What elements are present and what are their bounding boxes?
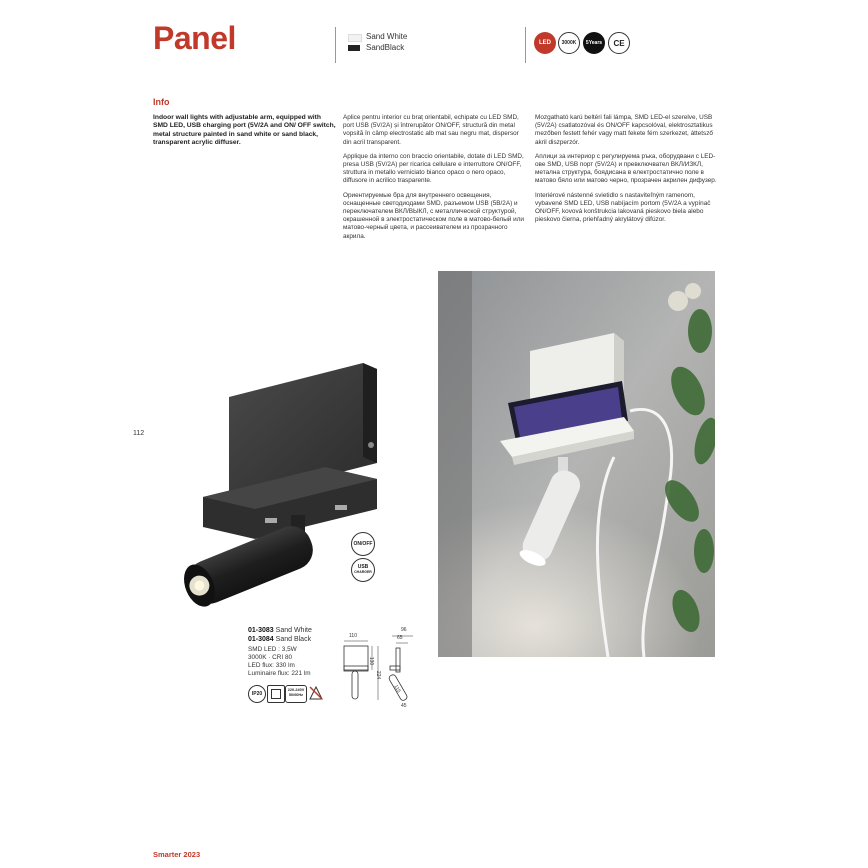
finish-label-black: SandBlack (366, 43, 405, 52)
page-title: Panel (153, 20, 236, 56)
description-sk: Interiérové nástenné svietidlo s nastaviteľným ramenom, vybavené SMD LED, USB nabíjacím portom (5V/2A a vypínač ON/OFF, kovová konštrukcia lakovaná pieskovo biela alebo pieskovo čierna, priehľadný akrylátový difúzor. (535, 191, 711, 224)
led-badge: LED (534, 32, 556, 54)
swatch-sand-white (348, 34, 362, 42)
warranty-badge: 5Years (583, 32, 605, 54)
header-divider-1 (335, 27, 336, 63)
product-finish-black: Sand Black (275, 636, 312, 643)
on-off-label: ON/OFF (353, 540, 373, 547)
product-image-black-lamp (165, 355, 385, 620)
product-photo-white-lamp (438, 271, 715, 657)
description-col-2 (343, 114, 529, 247)
description-en: Indoor wall lights with adjustable arm, equipped with SMD LED, USB charging port (5V/2A and ON/ OFF switch, metal structure painted in sand white or sand black, transparent acrylic diffuser. (153, 114, 336, 147)
ip20-icon: IP20 (248, 685, 266, 703)
swatch-sand-black (348, 45, 360, 51)
description-bg: Аплици за интериор с регулируема ръка, оборудвани с LED-ове SMD, USB порт (5V/2A) и превключвател ВКЛ/ИЗКЛ, метална структура, боядисана в електростатично поле в матово бяло или матово черно, прозрачен акрилен дифузер. (535, 152, 717, 185)
usb-charger-icon (351, 558, 375, 582)
voltage-line-1: 220-240V (287, 688, 305, 692)
dim-angle: 45 (401, 703, 407, 709)
spec-luminaire-flux: Luminaire flux: 221 lm (248, 670, 311, 677)
page-number: 112 (133, 430, 145, 437)
finish-label-white: Sand White (366, 32, 408, 41)
product-finish-white: Sand White (275, 627, 312, 634)
cct-badge: 3000K (558, 32, 580, 54)
usb-label: USB (357, 564, 369, 570)
spec-power: SMD LED : 3,5W (248, 646, 297, 653)
voltage-line-2: 50/60Hz (288, 693, 304, 697)
header-divider-2 (525, 27, 526, 63)
dim-height-plate: 130 (368, 656, 375, 666)
product-line-black (248, 635, 348, 644)
product-code-white: 01-3083 (248, 627, 274, 634)
ce-icon: CE (608, 32, 630, 54)
description-col-3 (535, 114, 720, 230)
footer-catalog-name: Smarter 2023 (153, 850, 201, 859)
description-it: Applique da interno con braccio orientabile, dotate di LED SMD, presa USB (5V/2A) per ricarica cellulare e interruttore ON/OFF, struttura in metallo verniciato bianco opaco o nero opaco, diffusore in acrilico trasparente. (343, 152, 524, 185)
product-specs (248, 626, 348, 678)
dim-arm-length: 115 (392, 684, 402, 694)
spec-cct-cri: 3000K · CRI 80 (248, 654, 293, 661)
charger-label: CHARGER (354, 570, 372, 574)
voltage-icon (285, 685, 307, 703)
description-hu: Mozgatható karú beltéri fali lámpa, SMD LED-el szerelve, USB (5V/2A) csatlatozóval és ON/OFF kapcsolóval, elektrosztatikus mezőben festett fehér vagy matt fekete fém szerkezet, áttetsző akril diszperzór. (535, 114, 713, 146)
no-dimming-icon (308, 685, 324, 701)
description-ru: Ориентируемые бра для внутреннего освещения, оснащенные светодиодами SMD, разъемом USB (5В/2А) и переключателем ВКЛ/ВЫКЛ, с металлической структурой, окрашенной в электростатическом поле в матово-белый или матово-черный цвета, и рассеивателем из прозрачного акрила. (343, 191, 524, 240)
dim-height-total: 224 (375, 670, 382, 680)
dim-width: 110 (349, 633, 357, 639)
on-off-switch-icon (351, 532, 375, 556)
dim-depth-plate: 65 (397, 635, 403, 641)
dim-depth-total: 96 (401, 627, 407, 633)
spec-led-flux: LED flux: 330 lm (248, 662, 295, 669)
no-dimming-symbol (308, 685, 324, 701)
product-line-white (248, 626, 348, 635)
product-code-black: 01-3084 (248, 636, 274, 643)
info-heading: Info (153, 97, 170, 107)
class-ii-icon (267, 685, 285, 703)
description-ro: Aplice pentru interior cu braț orientabil, echipate cu LED SMD, port USB (5V/2A) și întrerupător ON/OFF, structură din metal vopsită în câmp electrostatic alb mat sau negru mat, dispersor din acril transparent. (343, 114, 519, 146)
